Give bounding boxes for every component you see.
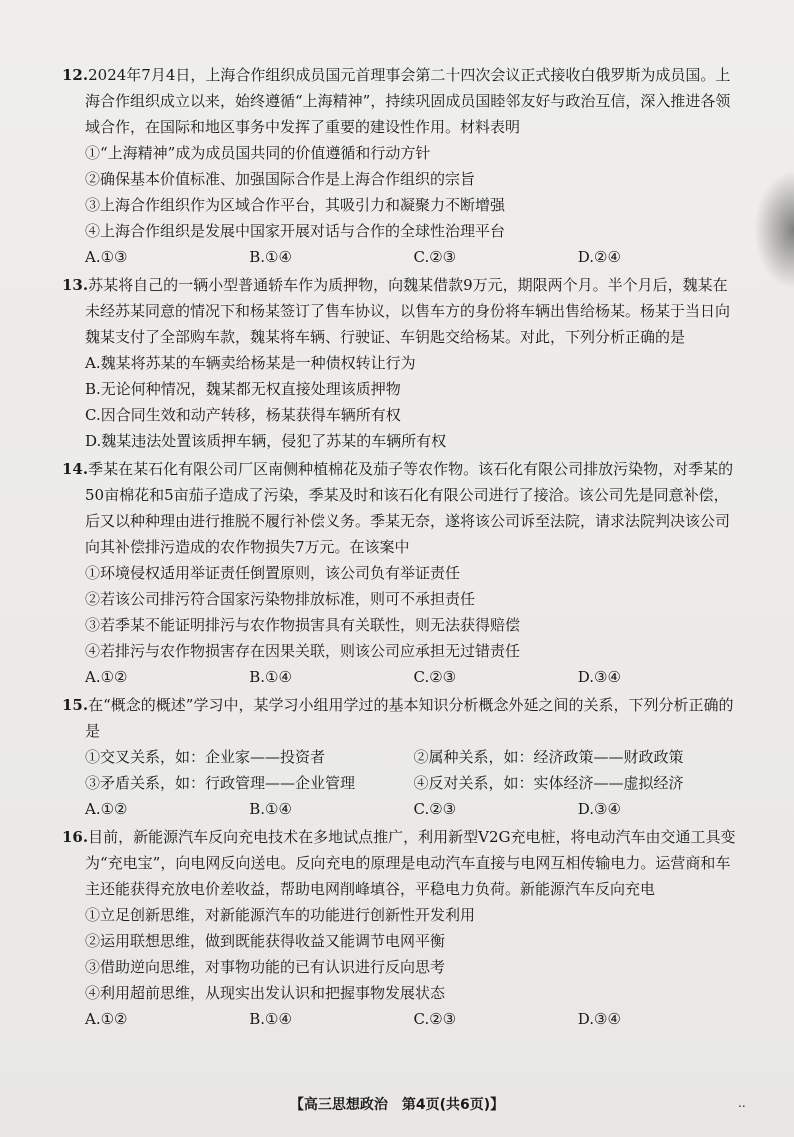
question-13-stem bbox=[62, 272, 742, 350]
question-stem-text: 在“概念的概述”学习中，某学习小组用学过的基本知识分析概念外延之间的关系，下列分析正确的是 bbox=[85, 696, 734, 740]
question-14 bbox=[62, 456, 742, 690]
question-number: 13. bbox=[62, 276, 89, 294]
answer-choices bbox=[62, 664, 742, 690]
question-12-stem bbox=[62, 62, 742, 140]
choice-b: B.①④ bbox=[249, 248, 292, 266]
choice-a: A.①② bbox=[85, 1010, 128, 1028]
scan-edge-shadow bbox=[754, 170, 794, 290]
option-item: ①环境侵权适用举证责任倒置原则，该公司负有举证责任 bbox=[85, 564, 461, 582]
question-number: 15. bbox=[62, 696, 89, 714]
option-item: ②属种关系，如：经济政策——财政政策 bbox=[413, 748, 684, 766]
choice-d: D.③④ bbox=[577, 800, 621, 818]
question-stem-text: 苏某将自己的一辆小型普通轿车作为质押物，向魏某借款9万元，期限两个月。半个月后，魏某在未经苏某同意的情况下和杨某签订了售车协议，以售车方的身份将车辆出售给杨某。杨某于当日向魏某支付了全部购车款，魏某将车辆、行驶证、车钥匙交给杨某。对此，下列分析正确的是 bbox=[85, 276, 731, 346]
choice-d: D.②④ bbox=[577, 248, 621, 266]
option-item: ②运用联想思维，做到既能获得收益又能调节电网平衡 bbox=[85, 932, 446, 950]
choice-c: C.②③ bbox=[413, 248, 457, 266]
question-number: 16. bbox=[62, 828, 89, 846]
option-item: ①交叉关系，如：企业家——投资者 bbox=[85, 748, 326, 766]
page-footer: 【高三思想政治 第4页(共6页)】 bbox=[289, 1097, 505, 1113]
choice-c: C.②③ bbox=[413, 800, 457, 818]
option-item: ③借助逆向思维，对事物功能的已有认识进行反向思考 bbox=[85, 958, 446, 976]
option-item: ④利用超前思维，从现实出发认识和把握事物发展状态 bbox=[85, 984, 446, 1002]
answer-choices bbox=[62, 244, 742, 270]
question-16 bbox=[62, 824, 742, 1032]
question-number: 14. bbox=[62, 460, 89, 478]
option-item: ④若排污与农作物损害存在因果关联，则该公司应承担无过错责任 bbox=[85, 642, 521, 660]
choice-a: A.①② bbox=[85, 668, 128, 686]
option-item: ④上海合作组织是发展中国家开展对话与合作的全球性治理平台 bbox=[85, 222, 506, 240]
question-stem-text: 2024年7月4日，上海合作组织成员国元首理事会第二十四次会议正式接收白俄罗斯为成员国。上海合作组织成立以来，始终遵循“上海精神”，持续巩固成员国睦邻友好与政治互信，深入推进各领域合作，在国际和地区事务中发挥了重要的建设性作用。材料表明 bbox=[85, 66, 731, 136]
answer-choices bbox=[62, 796, 742, 822]
choice-a: A.魏某将苏某的车辆卖给杨某是一种债权转让行为 bbox=[85, 354, 416, 372]
option-item: ③若季某不能证明排污与农作物损害具有关联性，则无法获得赔偿 bbox=[85, 616, 521, 634]
option-row bbox=[62, 744, 742, 770]
option-item: ②若该公司排污符合国家污染物排放标准，则可不承担责任 bbox=[85, 590, 476, 608]
choice-b: B.①④ bbox=[249, 668, 292, 686]
option-item: ③上海合作组织作为区域合作平台，其吸引力和凝聚力不断增强 bbox=[85, 196, 506, 214]
question-15 bbox=[62, 692, 742, 822]
choice-d: D.魏某违法处置该质押车辆，侵犯了苏某的车辆所有权 bbox=[85, 432, 447, 450]
choice-a: A.①② bbox=[85, 800, 128, 818]
footer-dots: .. bbox=[738, 1096, 746, 1110]
question-15-stem bbox=[62, 692, 742, 744]
answer-choices bbox=[62, 350, 742, 454]
choice-a: A.①③ bbox=[85, 248, 128, 266]
choice-b: B.①④ bbox=[249, 800, 292, 818]
choice-b: B.①④ bbox=[249, 1010, 292, 1028]
choice-d: D.③④ bbox=[577, 668, 621, 686]
option-item: ③矛盾关系，如：行政管理——企业管理 bbox=[85, 774, 356, 792]
page-content bbox=[62, 62, 742, 1034]
option-row bbox=[62, 770, 742, 796]
option-item: ①立足创新思维，对新能源汽车的功能进行创新性开发利用 bbox=[85, 906, 476, 924]
question-number: 12. bbox=[62, 66, 89, 84]
option-item: ②确保基本价值标准、加强国际合作是上海合作组织的宗旨 bbox=[85, 170, 476, 188]
choice-b: B.无论何种情况，魏某都无权直接处理该质押物 bbox=[85, 380, 401, 398]
answer-choices bbox=[62, 1006, 742, 1032]
question-stem-text: 季某在某石化有限公司厂区南侧种植棉花及茄子等农作物。该石化有限公司排放污染物，对季某的50亩棉花和5亩茄子造成了污染，季某及时和该石化有限公司进行了接洽。该公司先是同意补偿，后又以种种理由进行推脱不履行补偿义务。季某无奈，遂将该公司诉至法院，请求法院判决该公司向其补偿排污造成的农作物损失7万元。在该案中 bbox=[85, 460, 734, 556]
option-item: ④反对关系，如：实体经济——虚拟经济 bbox=[413, 774, 684, 792]
choice-c: C.因合同生效和动产转移，杨某获得车辆所有权 bbox=[85, 406, 401, 424]
choice-c: C.②③ bbox=[413, 668, 457, 686]
question-13 bbox=[62, 272, 742, 454]
option-item: ①“上海精神”成为成员国共同的价值遵循和行动方针 bbox=[85, 144, 431, 162]
choice-c: C.②③ bbox=[413, 1010, 457, 1028]
choice-d: D.③④ bbox=[577, 1010, 621, 1028]
question-stem-text: 目前，新能源汽车反向充电技术在多地试点推广，利用新型V2G充电桩，将电动汽车由交通工具变为“充电宝”，向电网反向送电。反向充电的原理是电动汽车直接与电网互相传输电力。运营商和车主还能获得充放电价差收益，帮助电网削峰填谷，平稳电力负荷。新能源汽车反向充电 bbox=[85, 828, 736, 898]
question-14-stem bbox=[62, 456, 742, 560]
question-16-stem bbox=[62, 824, 742, 902]
question-12 bbox=[62, 62, 742, 270]
